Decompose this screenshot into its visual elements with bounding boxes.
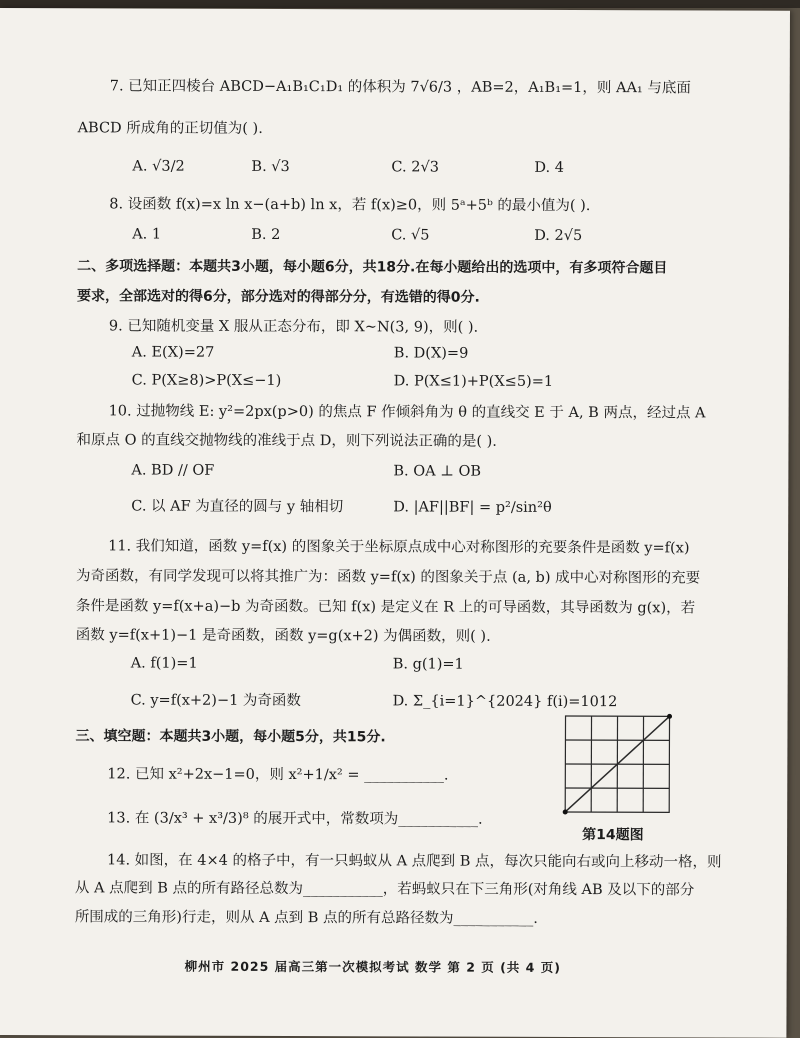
- q8-option-a: A. 1: [132, 224, 161, 244]
- q11-line2: 为奇函数，有同学发现可以将其推广为：函数 y=f(x) 的图象关于点 (a, b) 成中心对称图形的充要: [76, 566, 700, 588]
- q11-line1: 11. 我们知道，函数 y=f(x) 的图象关于坐标原点成中心对称图形的充要条件是函数 y=f(x): [108, 536, 689, 558]
- q10-line1: 10. 过抛物线 E: y²=2px(p>0) 的焦点 F 作倾斜角为 θ 的直线交 E 于 A, B 两点，经过点 A: [109, 401, 706, 423]
- q8-option-c: C. √5: [391, 225, 429, 245]
- q11-option-c: C. y=f(x+2)−1 为奇函数: [131, 690, 301, 711]
- section3-line1: 三、填空题：本题共3小题，每小题5分，共15分.: [75, 726, 385, 747]
- q11-option-d: D. Σ_{i=1}^{2024} f(i)=1012: [393, 691, 618, 712]
- q11-line3: 条件是函数 y=f(x+a)−b 为奇函数。已知 f(x) 是定义在 R 上的可导函数，其导函数为 g(x)，若: [76, 596, 695, 618]
- q7-option-a: A. √3/2: [132, 156, 184, 176]
- q9-option-b: B. D(X)=9: [394, 343, 469, 363]
- q13-line1: 13. 在 (3/x³ + x³/3)⁸ 的展开式中，常数项为___________.: [107, 808, 483, 829]
- q9-option-a: A. E(X)=27: [132, 342, 215, 362]
- q14-line1: 14. 如图，在 4×4 的格子中，有一只蚂蚁从 A 点爬到 B 点，每次只能向右或向上移动一格，则: [107, 850, 722, 872]
- q11-option-a: A. f(1)=1: [131, 653, 198, 673]
- q7-line1: 7. 已知正四棱台 ABCD−A₁B₁C₁D₁ 的体积为 7√6/3 ，AB=2，A₁B₁=1，则 AA₁ 与底面: [110, 76, 691, 98]
- exam-page: [0, 8, 790, 1038]
- q10-option-c: C. 以 AF 为直径的圆与 y 轴相切: [131, 496, 343, 517]
- q7-option-c: C. 2√3: [391, 157, 439, 177]
- q8-line1: 8. 设函数 f(x)=x ln x−(a+b) ln x，若 f(x)≥0，则 5ᵃ+5ᵇ 的最小值为( ).: [109, 194, 590, 216]
- point-a: [563, 809, 568, 814]
- grid-4x4-diagram: [562, 713, 674, 815]
- section2-line2: 要求，全部选对的得6分，部分选对的得部分分，有选错的得0分.: [77, 286, 480, 307]
- q14-line3: 所围成的三角形)行走，则从 A 点到 B 点的所有总路径数为___________.: [75, 907, 538, 929]
- q8-option-b: B. 2: [251, 225, 280, 245]
- q10-option-a: A. BD // OF: [131, 460, 214, 480]
- point-b: [667, 714, 672, 719]
- q10-option-b: B. OA ⊥ OB: [393, 461, 481, 481]
- q12-line1: 12. 已知 x²+2x−1=0，则 x²+1/x² = ___________.: [107, 764, 448, 785]
- q8-option-d: D. 2√5: [534, 226, 582, 246]
- q9-option-d: D. P(X≤1)+P(X≤5)=1: [394, 371, 553, 392]
- q10-option-d: D. |AF||BF| = p²/sin²θ: [393, 497, 552, 518]
- q7-option-d: D. 4: [534, 158, 564, 178]
- q7-option-b: B. √3: [251, 157, 289, 177]
- q7-line2: ABCD 所成角的正切值为( ).: [78, 118, 263, 139]
- q11-option-b: B. g(1)=1: [393, 654, 464, 674]
- q9-option-c: C. P(X≥8)>P(X≤−1): [132, 370, 282, 391]
- q10-line2: 和原点 O 的直线交抛物线的准线于点 D，则下列说法正确的是( ).: [76, 430, 496, 451]
- q9-line1: 9. 已知随机变量 X 服从正态分布，即 X∼N(3, 9)，则( ).: [109, 316, 478, 337]
- page-footer: 柳州市 2025 届高三第一次模拟考试 数学 第 2 页 (共 4 页): [185, 957, 561, 978]
- top-edge: [0, 0, 800, 8]
- q11-line4: 函数 y=f(x+1)−1 是奇函数，函数 y=g(x+2) 为偶函数，则( ).: [76, 625, 491, 646]
- q14-line2: 从 A 点爬到 B 点的所有路径总数为___________，若蚂蚁只在下三角形(对角线 AB 及以下的部分: [75, 878, 694, 900]
- grid-figure: [562, 713, 674, 819]
- section2-line1: 二、多项选择题：本题共3小题，每小题6分，共18分.在每小题给出的选项中，有多项符合题目: [77, 256, 667, 278]
- figure-caption: 第14题图: [582, 824, 644, 844]
